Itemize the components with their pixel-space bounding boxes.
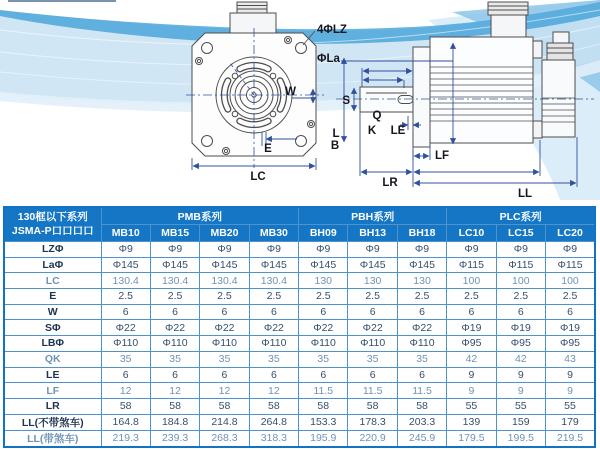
spec-cell: 6	[150, 367, 199, 383]
spec-cell: 6	[447, 304, 496, 320]
spec-cell: Φ22	[101, 320, 150, 336]
spec-cell: 35	[299, 351, 348, 367]
spec-row-label: LC	[4, 273, 101, 289]
spec-cell: 195.9	[299, 430, 348, 447]
spec-cell: 58	[348, 398, 397, 414]
series-group-header: PLC系列	[447, 207, 595, 225]
spec-row	[4, 367, 595, 383]
spec-cell: 214.8	[200, 414, 249, 430]
spec-row-label: LaΦ	[4, 257, 101, 273]
spec-cell: 6	[348, 367, 397, 383]
spec-row	[4, 351, 595, 367]
spec-row-label: LF	[4, 383, 101, 399]
spec-cell: 219.5	[546, 430, 595, 447]
spec-cell: 58	[101, 398, 150, 414]
spec-cell: 239.3	[150, 430, 199, 447]
spec-cell: 318.3	[249, 430, 298, 447]
spec-cell: 130	[299, 273, 348, 289]
spec-cell: Φ145	[249, 257, 298, 273]
spec-cell: 6	[397, 367, 446, 383]
spec-cell: Φ110	[299, 336, 348, 352]
spec-cell: Φ22	[397, 320, 446, 336]
spec-cell: Φ9	[546, 242, 595, 258]
spec-row	[4, 398, 595, 414]
model-column-header: LC15	[496, 225, 545, 242]
spec-cell: 220.9	[348, 430, 397, 447]
spec-cell: 6	[200, 304, 249, 320]
spec-cell: Φ110	[397, 336, 446, 352]
dim-label-le: LE	[390, 125, 406, 137]
series-group-header: PBH系列	[299, 207, 447, 225]
dim-label-lf: LF	[435, 150, 450, 162]
spec-cell: 159	[496, 414, 545, 430]
spec-cell: 9	[447, 383, 496, 399]
model-column-header: BH09	[299, 225, 348, 242]
spec-cell: 6	[299, 367, 348, 383]
spec-cell: 2.5	[101, 289, 150, 305]
dim-label-s: S	[342, 95, 350, 107]
spec-cell: Φ22	[150, 320, 199, 336]
spec-row-label: E	[4, 289, 101, 305]
spec-cell: Φ9	[397, 242, 446, 258]
spec-cell: 2.5	[496, 289, 545, 305]
spec-cell: Φ9	[496, 242, 545, 258]
spec-cell: Φ9	[249, 242, 298, 258]
spec-row	[4, 383, 595, 399]
dim-label-w: W	[285, 86, 296, 98]
spec-cell: 9	[546, 367, 595, 383]
dim-label-lc: LC	[250, 171, 266, 183]
spec-cell: 6	[397, 304, 446, 320]
spec-cell: 11.5	[299, 383, 348, 399]
spec-cell: 100	[546, 273, 595, 289]
spec-cell: 6	[546, 304, 595, 320]
spec-cell: Φ9	[348, 242, 397, 258]
spec-cell: 130.4	[101, 273, 150, 289]
spec-cell: 55	[447, 398, 496, 414]
spec-cell: 58	[150, 398, 199, 414]
spec-cell: Φ110	[348, 336, 397, 352]
spec-cell: 130.4	[200, 273, 249, 289]
dim-label-lr: LR	[382, 177, 398, 189]
model-column-header: MB10	[101, 225, 150, 242]
spec-cell: Φ19	[447, 320, 496, 336]
spec-cell: 6	[496, 304, 545, 320]
spec-cell: 153.3	[299, 414, 348, 430]
model-column-header: BH18	[397, 225, 446, 242]
spec-row	[4, 304, 595, 320]
spec-cell: 2.5	[546, 289, 595, 305]
spec-cell: Φ115	[546, 257, 595, 273]
dim-label-ll: LL	[517, 188, 533, 200]
spec-cell: 178.3	[348, 414, 397, 430]
spec-cell: 12	[101, 383, 150, 399]
spec-cell: 100	[447, 273, 496, 289]
spec-row-label: LL(带煞车)	[4, 430, 101, 447]
model-column-header: MB20	[200, 225, 249, 242]
spec-cell: 179	[546, 414, 595, 430]
spec-cell: 130	[397, 273, 446, 289]
spec-cell: 179.5	[447, 430, 496, 447]
spec-row	[4, 242, 595, 258]
spec-cell: Φ9	[101, 242, 150, 258]
spec-cell: 139	[447, 414, 496, 430]
model-column-header: BH13	[348, 225, 397, 242]
spec-row	[4, 289, 595, 305]
spec-cell: 2.5	[447, 289, 496, 305]
spec-cell: 35	[348, 351, 397, 367]
spec-cell: 164.8	[101, 414, 150, 430]
spec-cell: 203.3	[397, 414, 446, 430]
spec-cell: Φ22	[200, 320, 249, 336]
spec-cell: 55	[496, 398, 545, 414]
dim-label-q: Q	[372, 110, 382, 122]
spec-cell: 6	[101, 367, 150, 383]
spec-cell: Φ110	[200, 336, 249, 352]
spec-cell: Φ22	[249, 320, 298, 336]
spec-row	[4, 336, 595, 352]
spec-cell: Φ9	[200, 242, 249, 258]
spec-cell: Φ22	[348, 320, 397, 336]
spec-cell: Φ9	[299, 242, 348, 258]
spec-cell: 9	[447, 367, 496, 383]
spec-cell: Φ145	[348, 257, 397, 273]
spec-cell: 11.5	[397, 383, 446, 399]
spec-cell: 58	[200, 398, 249, 414]
spec-cell: 100	[496, 273, 545, 289]
dim-label-k: K	[367, 125, 377, 137]
spec-cell: 35	[200, 351, 249, 367]
spec-row-label: LE	[4, 367, 101, 383]
spec-cell: 42	[496, 351, 545, 367]
spec-cell: 6	[101, 304, 150, 320]
model-column-header: MB30	[249, 225, 298, 242]
spec-row	[4, 273, 595, 289]
spec-row	[4, 430, 595, 447]
spec-cell: 6	[249, 304, 298, 320]
model-column-header: LC10	[447, 225, 496, 242]
spec-cell: 2.5	[150, 289, 199, 305]
spec-cell: 245.9	[397, 430, 446, 447]
spec-row-label: LR	[4, 398, 101, 414]
spec-cell: 35	[101, 351, 150, 367]
spec-cell: Φ19	[546, 320, 595, 336]
spec-cell: 55	[546, 398, 595, 414]
spec-cell: Φ145	[397, 257, 446, 273]
spec-cell: 9	[546, 383, 595, 399]
spec-cell: Φ19	[496, 320, 545, 336]
spec-row-label: SΦ	[4, 320, 101, 336]
spec-cell: 2.5	[299, 289, 348, 305]
spec-row	[4, 414, 595, 430]
spec-cell: 199.5	[496, 430, 545, 447]
spec-cell: 268.3	[200, 430, 249, 447]
spec-cell: 42	[447, 351, 496, 367]
spec-cell: Φ9	[447, 242, 496, 258]
dimension-spec-table	[3, 206, 596, 448]
dim-label-la: ΦLa	[317, 53, 340, 65]
model-column-header: LC20	[546, 225, 595, 242]
spec-cell: 11.5	[348, 383, 397, 399]
spec-cell: 6	[150, 304, 199, 320]
spec-row	[4, 320, 595, 336]
series-title-line2: JSMA-P口口口口	[11, 224, 94, 237]
spec-cell: 6	[348, 304, 397, 320]
spec-cell: 35	[150, 351, 199, 367]
dim-label-e: E	[264, 143, 272, 155]
spec-cell: 130.4	[150, 273, 199, 289]
spec-cell: 219.3	[101, 430, 150, 447]
spec-cell: Φ115	[447, 257, 496, 273]
spec-cell: 184.8	[150, 414, 199, 430]
spec-cell: 2.5	[249, 289, 298, 305]
spec-cell: 12	[200, 383, 249, 399]
spec-row-label: LZΦ	[4, 242, 101, 258]
spec-row-label: W	[4, 304, 101, 320]
motor-dimension-diagram	[0, 0, 600, 206]
spec-cell: 43	[546, 351, 595, 367]
spec-cell: Φ110	[150, 336, 199, 352]
spec-cell: 35	[249, 351, 298, 367]
spec-cell: 130.4	[249, 273, 298, 289]
spec-table-body	[4, 242, 595, 447]
spec-row	[4, 257, 595, 273]
spec-row-label: LBΦ	[4, 336, 101, 352]
spec-cell: 35	[397, 351, 446, 367]
spec-cell: Φ115	[496, 257, 545, 273]
spec-cell: Φ95	[546, 336, 595, 352]
dim-label-l: L	[332, 128, 340, 140]
series-title-cell	[4, 207, 101, 242]
spec-cell: 58	[397, 398, 446, 414]
spec-cell: 6	[249, 367, 298, 383]
spec-cell: Φ145	[150, 257, 199, 273]
spec-cell: 9	[496, 367, 545, 383]
spec-cell: 2.5	[200, 289, 249, 305]
series-group-header: PMB系列	[101, 207, 299, 225]
spec-cell: 264.8	[249, 414, 298, 430]
spec-cell: 58	[299, 398, 348, 414]
spec-cell: 130	[348, 273, 397, 289]
spec-row-label: LL(不带煞车)	[4, 414, 101, 430]
spec-cell: 9	[496, 383, 545, 399]
dim-label-4lz: 4ΦLZ	[317, 24, 347, 36]
spec-cell: Φ145	[101, 257, 150, 273]
spec-cell: 12	[150, 383, 199, 399]
spec-cell: 2.5	[348, 289, 397, 305]
spec-cell: 6	[299, 304, 348, 320]
spec-cell: Φ110	[249, 336, 298, 352]
spec-cell: Φ145	[299, 257, 348, 273]
spec-cell: Φ95	[447, 336, 496, 352]
spec-cell: Φ110	[101, 336, 150, 352]
series-title-line1: 130框以下系列	[17, 211, 88, 224]
group-header-row	[4, 207, 595, 225]
spec-cell: Φ9	[150, 242, 199, 258]
spec-cell: 12	[249, 383, 298, 399]
spec-cell: Φ145	[200, 257, 249, 273]
spec-cell: 2.5	[397, 289, 446, 305]
spec-row-label: QK	[4, 351, 101, 367]
spec-cell: Φ95	[496, 336, 545, 352]
model-column-header: MB15	[150, 225, 199, 242]
spec-cell: 58	[249, 398, 298, 414]
dim-label-b: B	[330, 140, 340, 152]
spec-cell: Φ22	[299, 320, 348, 336]
spec-cell: 6	[200, 367, 249, 383]
